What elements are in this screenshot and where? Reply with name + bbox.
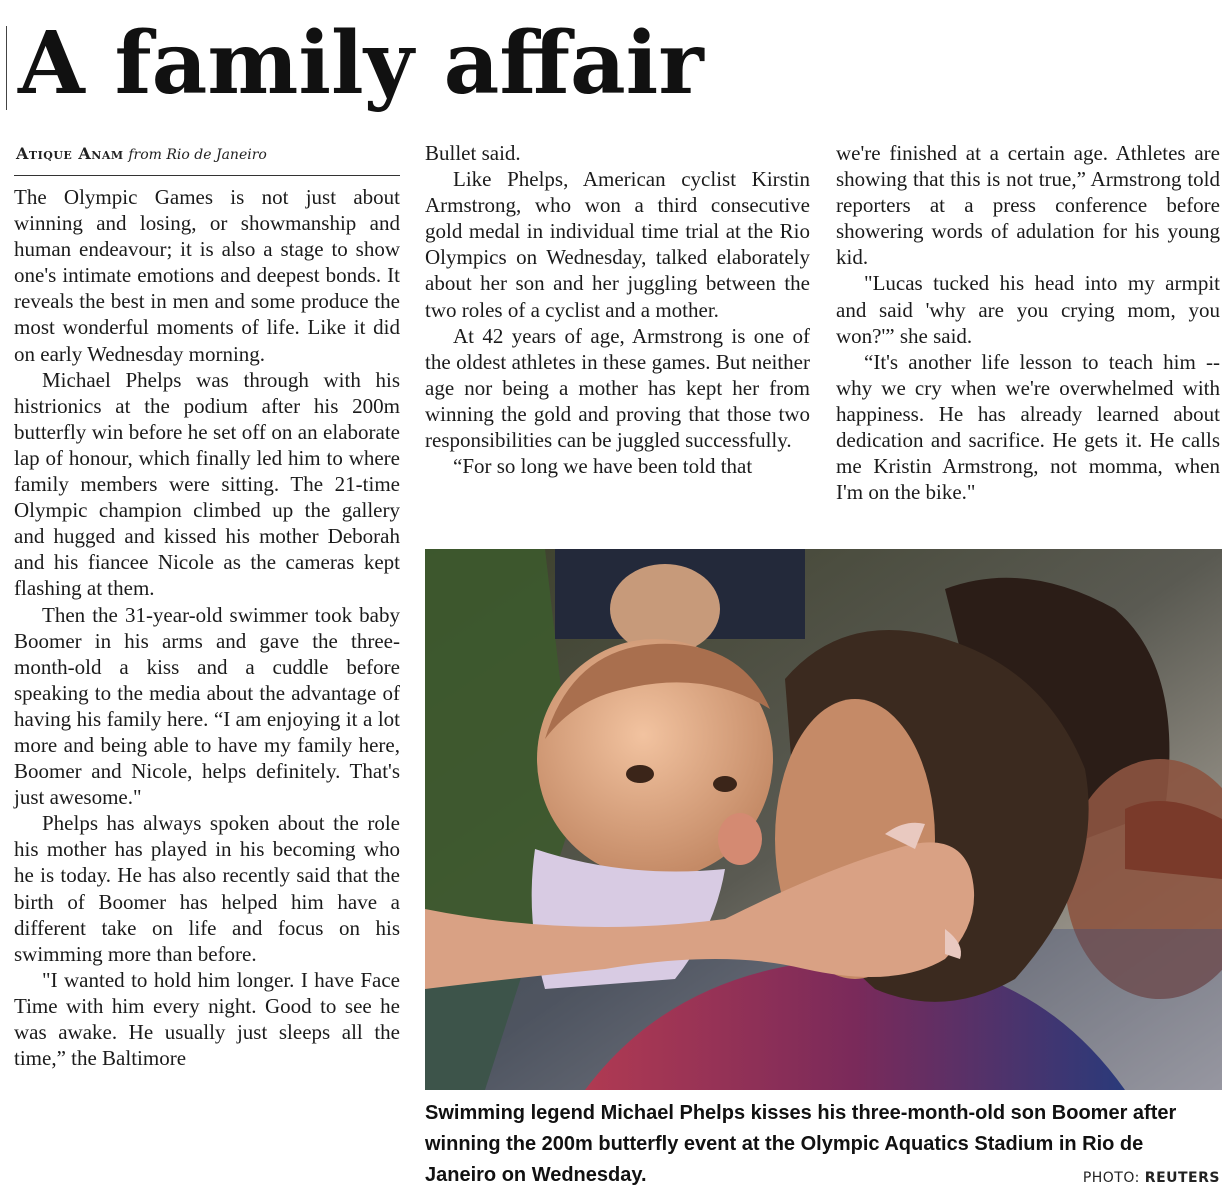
photo-credit xyxy=(1068,1170,1220,1186)
news-photo xyxy=(425,549,1222,1090)
byline-location: from Rio de Janeiro xyxy=(128,147,267,163)
paragraph: At 42 years of age, Armstrong is one of the oldest athletes in these games. But neither age nor being a mother has kept her from winning the gold and proving that those two responsibilities can be juggled successfully. xyxy=(425,323,810,453)
credit-label: PHOTO: xyxy=(1082,1170,1140,1186)
headline: A family affair xyxy=(18,13,704,114)
left-rule xyxy=(6,26,7,110)
credit-agency: REUTERS xyxy=(1144,1170,1220,1186)
article-column-1 xyxy=(14,184,400,1071)
photo-illustration xyxy=(425,549,1222,1090)
article-column-3 xyxy=(836,140,1220,505)
paragraph: Michael Phelps was through with his histrionics at the podium after his 200m butterfly win before he set off on an elaborate lap of honour, which finally led him to where family members were sitting. The 21-time Olympic champion climbed up the gallery and hugged and kissed his mother Deborah and his fiancee Nicole as the cameras kept flashing at them. xyxy=(14,367,400,601)
byline xyxy=(16,144,399,165)
paragraph: "I wanted to hold him longer. I have Face Time with him every night. Good to see he was awake. He usually just sleeps all the time,” the Baltimore xyxy=(14,967,400,1071)
paragraph: “For so long we have been told that xyxy=(453,454,753,479)
paragraph: "Lucas tucked his head into my armpit and said 'why are you crying mom, you won?'” she said. xyxy=(836,271,1220,348)
paragraph: we're finished at a certain age. Athletes are showing that this is not true,” Armstrong told reporters at a press conference before showering words of adulation for his young kid. xyxy=(836,141,1220,270)
paragraph: “It's another life lesson to teach him -- why we cry when we're overwhelmed with happiness. He has already learned about dedication and sacrifice. He gets it. He calls me Kristin Armstrong, not momma, when I'm on the bike." xyxy=(836,349,1220,505)
byline-divider xyxy=(14,175,400,176)
photo-caption: Swimming legend Michael Phelps kisses his three-month-old son Boomer after winning the 200m butterfly event at the Olympic Aquatics Stadium in Rio de Janeiro on Wednesday. xyxy=(425,1102,1177,1186)
paragraph: Bullet said. xyxy=(425,141,521,165)
paragraph: The Olympic Games is not just about winning and losing, or showmanship and human endeavour; it is also a stage to show one's intimate emotions and deepest bonds. It reveals the best in men and some produce the most wonderful moments of life. Like it did on early Wednesday morning. xyxy=(14,185,400,366)
byline-author: Atique Anam xyxy=(16,144,124,163)
paragraph: Like Phelps, American cyclist Kirstin Armstrong, who won a third consecutive gold medal in individual time trial at the Rio Olympics on Wednesday, talked elaborately about her son and her juggling between the two roles of a cyclist and a mother. xyxy=(425,167,810,322)
paragraph: Phelps has always spoken about the role his mother has played in his becoming who he is today. He has also recently said that the birth of Boomer has helped him have a different take on life and focus on his swimming more than before. xyxy=(14,811,400,966)
article-column-2 xyxy=(425,140,810,479)
paragraph: Then the 31-year-old swimmer took baby Boomer in his arms and gave the three-month-old a kiss and a cuddle before speaking to the media about the advantage of having his family here. “I am enjoying it a lot more and being able to have my family here, Boomer and Nicole, helps definitely. That's just awesome." xyxy=(14,602,400,810)
